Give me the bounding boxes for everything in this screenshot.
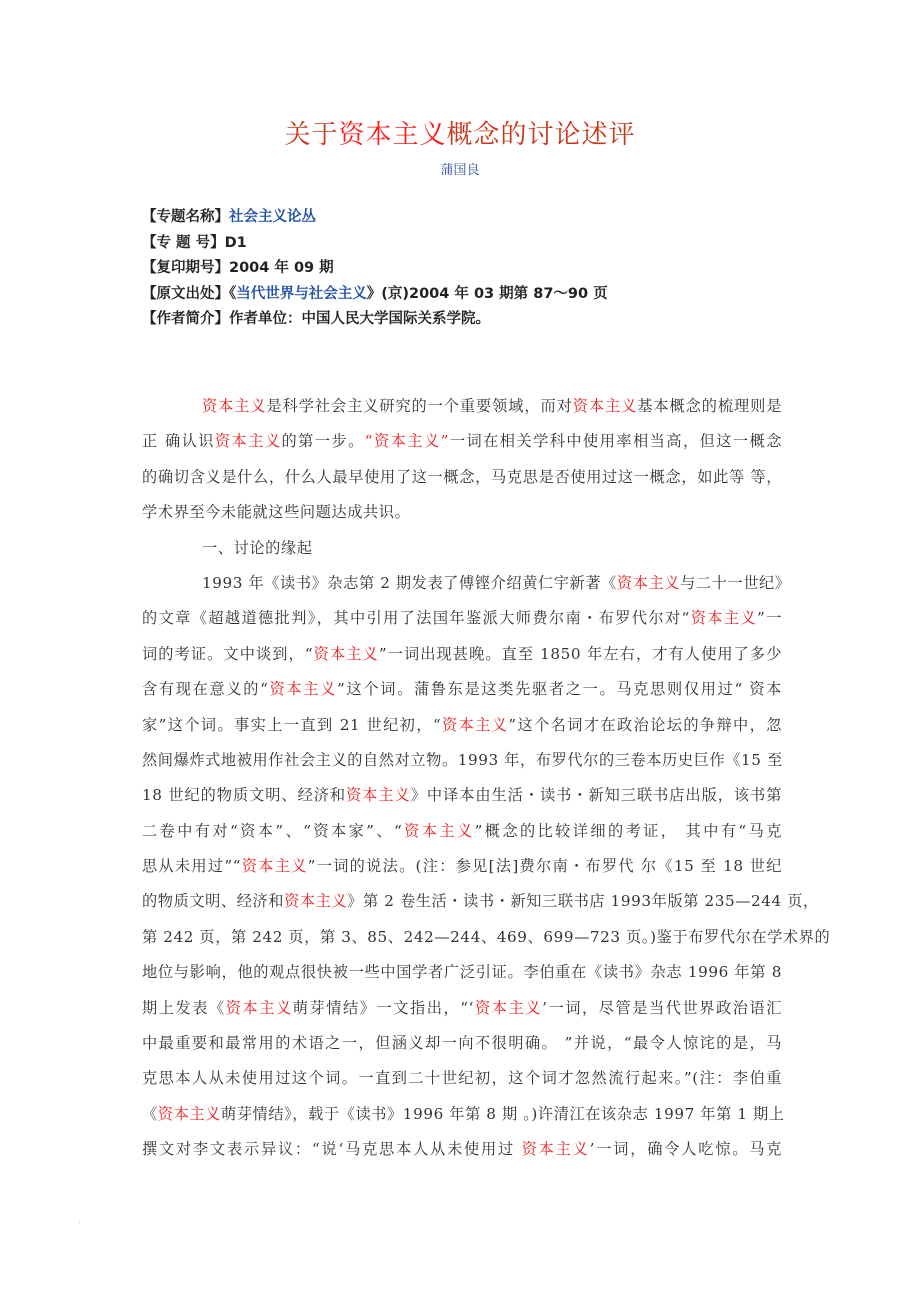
meta-reprint-issue — [142, 256, 782, 282]
text-line — [142, 993, 782, 1028]
text-segment: 一词在相关学科中使用率相当高，但这一概念 — [448, 432, 783, 451]
meta-topic-name — [142, 205, 782, 231]
meta-value-suffix: 》(京)2004 年 03 期第 87～90 页 — [366, 285, 608, 302]
keyword-highlight: 资本主义 — [689, 609, 758, 628]
keyword-highlight: 资本主义 — [225, 998, 293, 1017]
text-line — [142, 639, 782, 674]
text-line — [142, 1028, 782, 1063]
text-segment: 家”这个词。事实上一直到 21 世纪初，“ — [142, 715, 442, 734]
text-segment: 克思本人从未使用过这个词。一直到二十世纪初，这个词才忽然流行起来。”(注：李伯重 — [142, 1069, 782, 1088]
text-line — [142, 816, 782, 851]
keyword-highlight: 资本主义 — [284, 892, 348, 911]
text-segment: 第 242 页，第 242 页，第 3、85、242—244、469、699—723 页。)鉴于布罗代尔在学术界的 — [142, 927, 831, 946]
topic-name-link[interactable]: 社会主义论丛 — [229, 209, 316, 225]
text-segment: 《 — [142, 1104, 158, 1123]
text-segment: 思从未用过”“ — [142, 857, 242, 876]
meta-label: 【原文出处】 — [142, 285, 229, 302]
text-segment: 含有现在意义的“ — [142, 680, 269, 699]
title-keyword: 资本主义 — [338, 120, 447, 150]
text-line — [142, 780, 782, 815]
text-segment: 》中译本由生活・读书・新知三联书店出版，该书第 — [410, 786, 782, 805]
text-line — [142, 674, 782, 709]
keyword-highlight: 资本主义 — [313, 644, 379, 663]
section-heading — [142, 533, 782, 568]
text-segment: ”一词的说法。(注：参见[法]费尔南・布罗代 尔《15 至 18 世纪 — [307, 857, 782, 876]
text-segment: 》第 2 卷生活・读书・新知三联书店 1993年版第 235—244 页， — [347, 892, 819, 911]
meta-value: 作者单位：中国人民大学国际关系学院。 — [229, 311, 490, 327]
text-segment: 一、讨论的缘起 — [202, 538, 313, 557]
title-part: 关于 — [284, 120, 339, 150]
text-segment: ”一 — [757, 609, 782, 628]
text-segment: ”这个词。蒲鲁东是这类先驱者之一。马克思则仅用过“ 资本 — [337, 680, 782, 699]
text-segment: 撰文对李文表示异议：“说‘马克思本人从未使用过 — [142, 1140, 522, 1159]
text-line — [142, 1063, 782, 1098]
text-segment: 然间爆炸式地被用作社会主义的自然对立物。1993 年，布罗代尔的三卷本历史巨作《15 至 — [142, 750, 783, 769]
meta-label: 【专 题 号】 — [142, 234, 225, 251]
text-segment: ’一词，确令人吃惊。马克 — [589, 1140, 782, 1159]
source-journal-link[interactable]: 当代世界与社会主义 — [236, 285, 367, 302]
text-segment: 萌芽情结》一文指出，“‘ — [292, 998, 475, 1017]
text-line — [142, 497, 782, 532]
text-line — [142, 603, 782, 638]
title-part: 概念的讨论述评 — [446, 120, 636, 150]
keyword-highlight: 资本主义 — [402, 821, 475, 840]
article-body — [142, 391, 831, 1170]
keyword-highlight: 资本主义 — [572, 397, 638, 415]
meta-value: D1 — [224, 234, 247, 251]
text-line — [142, 957, 782, 992]
text-line — [142, 922, 831, 957]
text-segment: ”这个名词才在政治论坛的争辩中，忽 — [508, 715, 783, 734]
keyword-highlight: 资本主义 — [616, 573, 681, 592]
text-line — [142, 745, 782, 780]
text-segment: 18 世纪的物质文明、经济和 — [142, 786, 347, 805]
text-segment: 期上发表《 — [142, 998, 226, 1017]
text-segment: 基本概念的梳理则是 — [637, 397, 782, 415]
keyword-highlight: 资本主义 — [241, 857, 308, 876]
page-mark — [79, 1221, 80, 1223]
text-line — [142, 710, 782, 745]
keyword-highlight: 资本主义 — [474, 998, 543, 1017]
keyword-highlight: 资本主义 — [202, 397, 267, 415]
keyword-highlight: 资本主义 — [441, 715, 509, 734]
text-line — [142, 851, 782, 886]
text-segment: 学术界至今未能就这些问题达成共识。 — [142, 503, 411, 522]
text-segment: 萌芽情结》，载于《读书》1996 年第 8 期 。)许清江在该杂志 1997 年第 1 期上 — [220, 1104, 785, 1123]
document-title — [0, 117, 920, 153]
text-segment: 正 确认识 — [142, 432, 215, 451]
text-segment: 地位与影响，他的观点很快被一些中国学者广泛引证。李伯重在《读书》杂志 1996 年第 8 — [142, 963, 782, 982]
meta-value-prefix: 《 — [229, 285, 237, 302]
text-line — [142, 886, 819, 921]
text-segment: 与二十一世纪》 — [680, 573, 791, 592]
meta-label: 【复印期号】 — [142, 260, 229, 276]
author-link[interactable]: 蒲国良 — [440, 163, 480, 178]
text-line — [142, 462, 782, 497]
keyword-highlight: 资本主义 — [521, 1140, 590, 1159]
text-segment: 的确切含义是什么，什么人最早使用了这一概念，马克思是否使用过这一概念，如此等 等， — [142, 467, 782, 486]
text-line — [142, 1099, 785, 1134]
meta-label: 【专题名称】 — [142, 209, 229, 225]
text-segment: 词的考证。文中谈到，“ — [142, 644, 314, 663]
text-line — [142, 391, 782, 426]
text-segment: 二卷中有对“资本”、“资本家”、“ — [142, 821, 403, 840]
keyword-highlight: 资本主义 — [268, 680, 338, 699]
text-segment: ”概念的比较详细的考证， 其中有“马克 — [474, 821, 782, 840]
keyword-highlight: 资本主义 — [157, 1104, 221, 1123]
meta-label: 【作者简介】 — [142, 311, 229, 327]
keyword-highlight: “资本主义” — [364, 432, 449, 451]
meta-author-info — [142, 307, 782, 333]
keyword-highlight: 资本主义 — [346, 786, 411, 805]
meta-topic-number — [142, 231, 782, 257]
text-segment: 的第一步。 — [281, 432, 365, 451]
text-line — [142, 1134, 782, 1169]
text-segment: ”一词出现甚晚。直至 1850 年左右，才有人使用了多少 — [378, 644, 782, 663]
metadata-block — [142, 205, 782, 333]
meta-value: 2004 年 09 期 — [229, 260, 334, 276]
text-segment: 是科学社会主义研究的一个重要领域，而对 — [266, 397, 573, 415]
text-segment: 中最重要和最常用的术语之一，但涵义却一向不很明确。 ”并说，“最令人惊诧的是，马 — [142, 1034, 782, 1053]
text-line — [142, 568, 791, 603]
text-segment: 的物质文明、经济和 — [142, 892, 285, 911]
text-segment: ’一词，尽管是当代世界政治语汇 — [542, 998, 783, 1017]
text-segment: 的文章《超越道德批判》，其中引用了法国年鉴派大师费尔南・布罗代尔对“ — [142, 609, 690, 628]
text-line — [142, 426, 782, 461]
keyword-highlight: 资本主义 — [214, 432, 282, 451]
meta-original-source — [142, 282, 782, 308]
text-segment: 1993 年《读书》杂志第 2 期发表了傅铿介绍黄仁宇新著《 — [202, 573, 617, 592]
